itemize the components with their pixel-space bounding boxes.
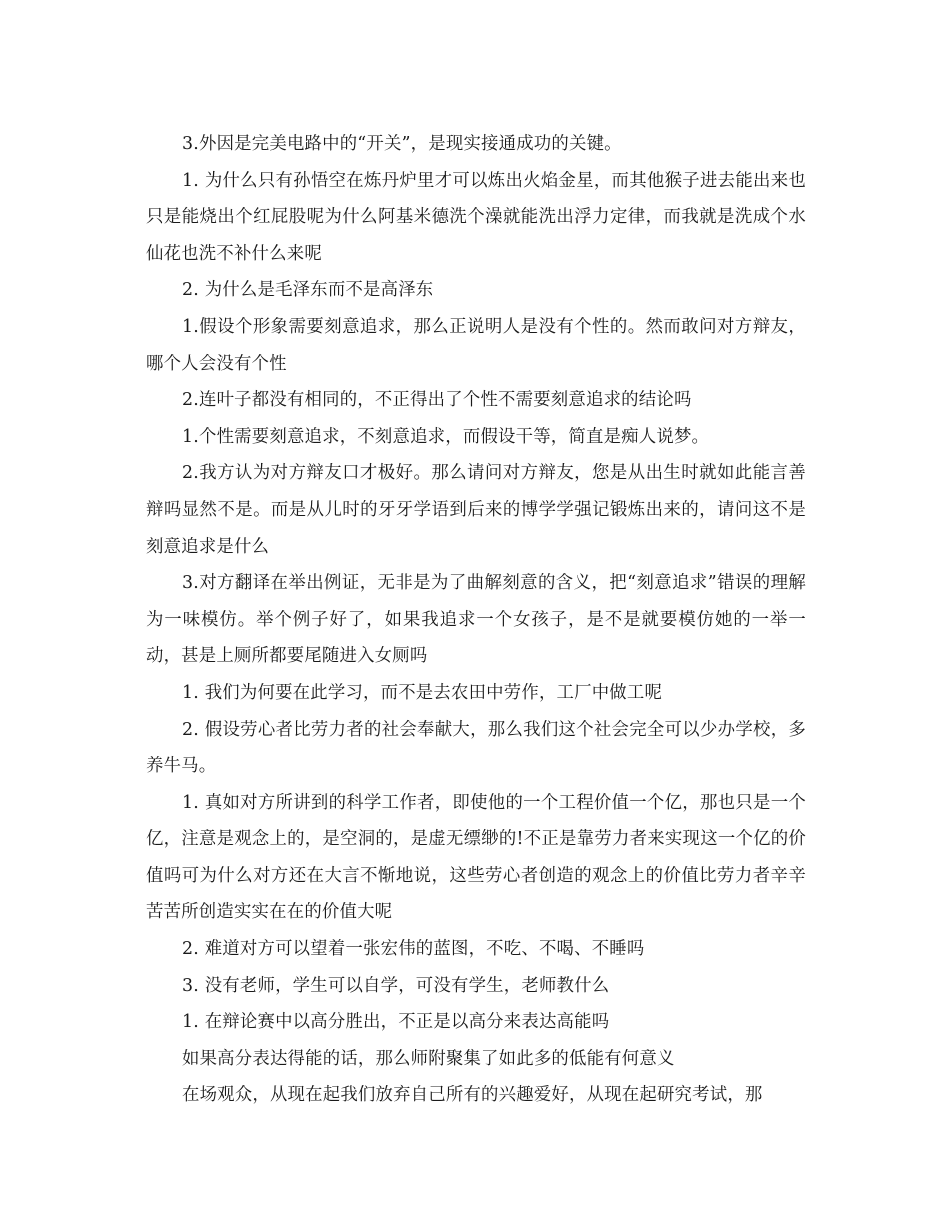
paragraph: 1. 真如对方所讲到的科学工作者，即使他的一个工程价值一个亿，那也只是一个亿，注意是观念上的，是空洞的，是虚无缥缈的!不正是靠劳力者来实现这一个亿的价值吗可为什么对方还在大言不惭地说，这些劳心者创造的观念上的价值比劳力者辛辛苦苦所创造实实在在的价值大呢 (146, 792, 806, 923)
document-body (146, 126, 806, 1114)
paragraph: 2.连叶子都没有相同的，不正得出了个性不需要刻意追求的结论吗 (182, 390, 692, 411)
paragraph: 2. 难道对方可以望着一张宏伟的蓝图，不吃、不喝、不睡吗 (182, 939, 645, 960)
paragraph: 2.我方认为对方辩友口才极好。那么请问对方辩友，您是从出生时就如此能言善辩吗显然不是。而是从儿时的牙牙学语到后来的博学学强记锻炼出来的，请问这不是刻意追求是什么 (146, 463, 806, 557)
paragraph: 1. 我们为何要在此学习，而不是去农田中劳作，工厂中做工呢 (182, 682, 663, 703)
paragraph: 3.外因是完美电路中的“开关”，是现实接通成功的关键。 (182, 134, 622, 154)
paragraph: 2. 为什么是毛泽东而不是高泽东 (182, 280, 434, 301)
paragraph: 1.假设个形象需要刻意追求，那么正说明人是没有个性的。然而敢问对方辩友，哪个人会没有个性 (146, 316, 806, 374)
paragraph: 如果高分表达得能的话，那么师附聚集了如此多的低能有何意义 (182, 1048, 675, 1069)
paragraph: 1. 为什么只有孙悟空在炼丹炉里才可以炼出火焰金星，而其他猴子进去能出来也只是能烧出个红屁股呢为什么阿基米德洗个澡就能洗出浮力定律，而我就是洗成个水仙花也洗不补什么来呢 (146, 170, 806, 264)
paragraph: 2. 假设劳心者比劳力者的社会奉献大，那么我们这个社会完全可以少办学校，多养牛马。 (146, 719, 806, 777)
paragraph: 3. 没有老师，学生可以自学，可没有学生，老师教什么 (182, 975, 610, 996)
paragraph: 1.个性需要刻意追求，不刻意追求，而假设干等，简直是痴人说梦。 (182, 426, 710, 447)
paragraph: 1. 在辩论赛中以高分胜出，不正是以高分来表达高能吗 (182, 1012, 610, 1033)
paragraph: 在场观众，从现在起我们放弃自己所有的兴趣爱好，从现在起研究考试，那 (182, 1085, 763, 1106)
paragraph: 3.对方翻译在举出例证，无非是为了曲解刻意的含义，把“刻意追求”错误的理解为一味模仿。举个例子好了，如果我追求一个女孩子，是不是就要模仿她的一举一动，甚是上厕所都要尾随进入女厕吗 (146, 573, 806, 667)
